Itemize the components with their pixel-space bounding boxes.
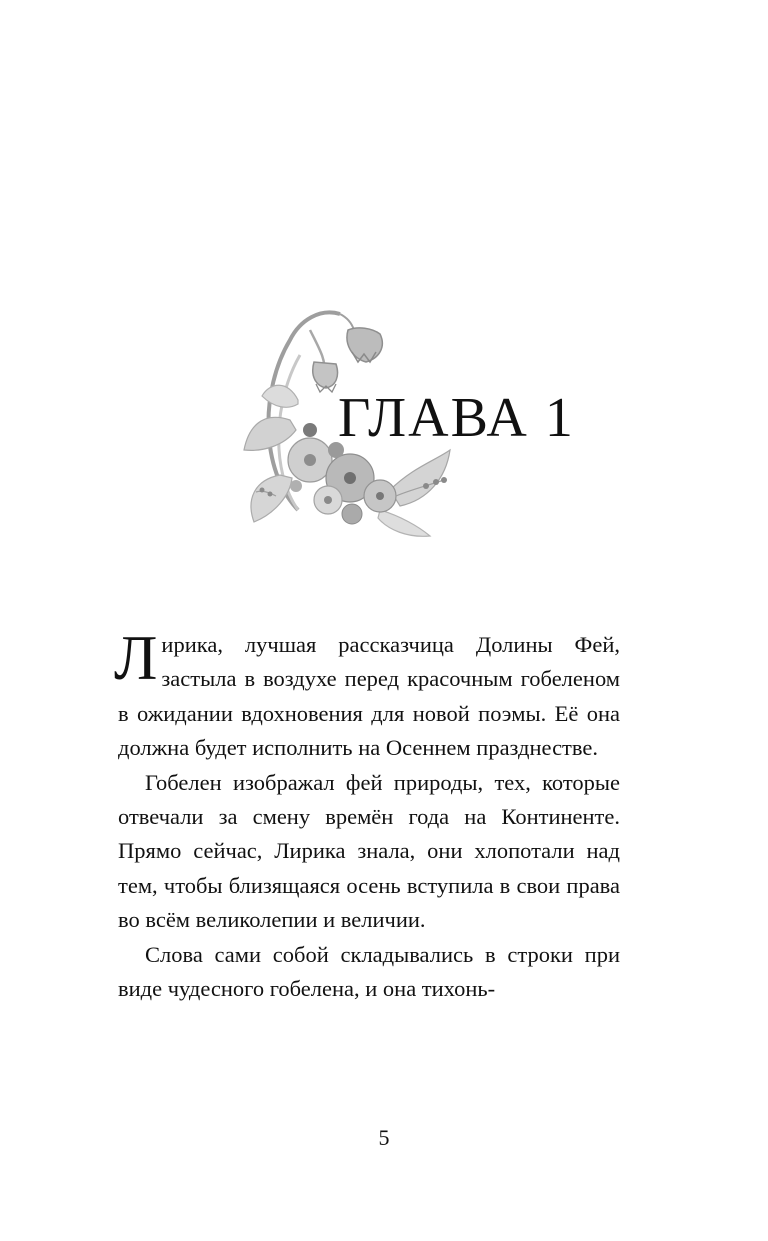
page-number: 5 (378, 1125, 390, 1150)
paragraph-1 (114, 622, 620, 766)
body-text (114, 622, 620, 1006)
paragraph-3: Слова сами собой складывались в строки при виде чудесного гобелена, и она тихонь- (118, 941, 620, 1002)
chapter-title: ГЛАВА 1 (338, 387, 575, 449)
drop-cap: Л (114, 622, 158, 693)
paragraph-1-text: ирика, лучшая рассказчица Долины Фей, застыла в воздухе перед красочным гобеленом в ожидании вдохновения для новой поэмы. Её она должна будет исполнить на Осеннем празднестве. (118, 632, 620, 761)
paragraph-2: Гобелен изображал фей природы, тех, которые отвечали за смену времён года на Континенте. Прямо сейчас, Лирика знала, они хлопотали над тем, чтобы близящаяся осень вступила в свои права во всём великолепии и величии. (118, 769, 620, 933)
